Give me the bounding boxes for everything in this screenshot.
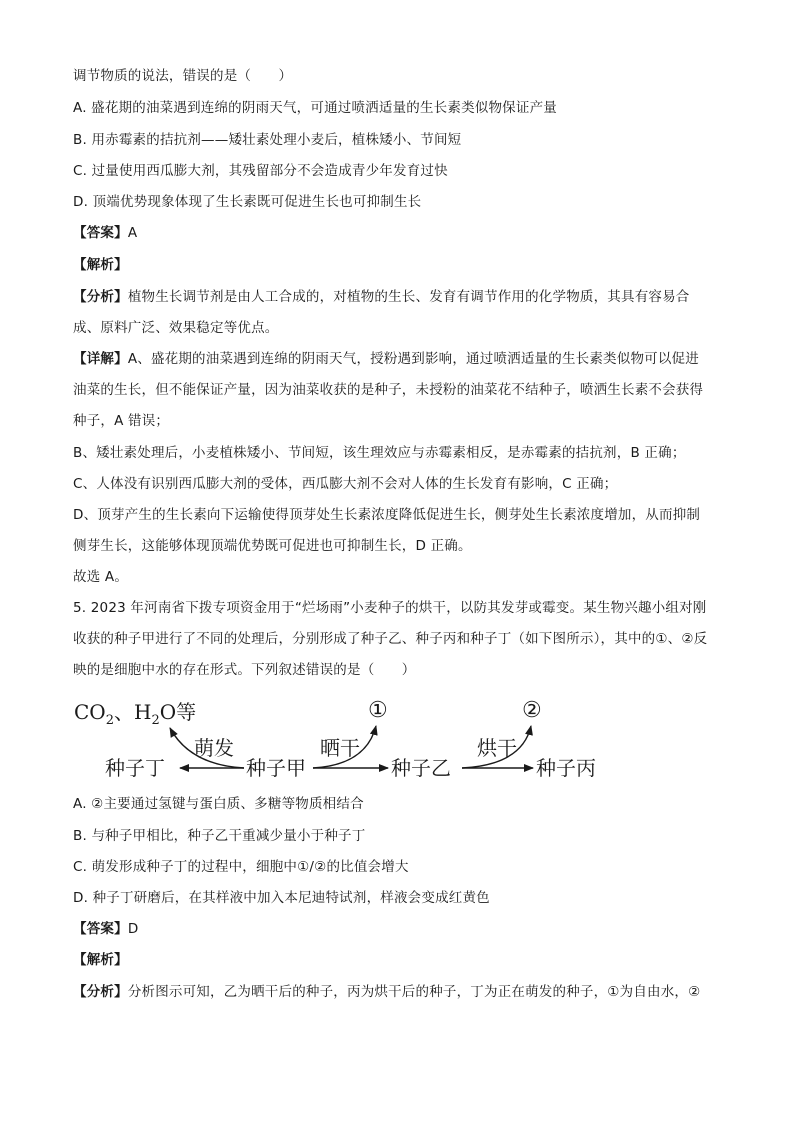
q5-option-a: A. ②主要通过氢键与蛋白质、多糖等物质相结合 xyxy=(73,796,364,812)
sundry-label: 晒干 xyxy=(320,736,360,760)
detail-line-1 xyxy=(73,349,733,369)
option-c: C. 过量使用西瓜膨大剂，其残留部分不会造成青少年发育过快 xyxy=(73,163,448,179)
circle-2-label: ② xyxy=(522,698,542,723)
q5-analysis-title: 【解析】 xyxy=(73,952,128,968)
bake-label: 烘干 xyxy=(477,736,517,760)
seed-yi-label: 种子乙 xyxy=(391,756,451,780)
answer-line xyxy=(73,223,733,243)
circle-1-label: ① xyxy=(368,698,388,723)
fenxi-line-2: 成、原料广泛、效果稳定等优点。 xyxy=(73,320,279,336)
detail-line-2: 油菜的生长，但不能保证产量，因为油菜收获的是种子，未授粉的油菜花不结种子，喷洒生长素不会获得 xyxy=(73,382,704,398)
q5-option-b: B. 与种子甲相比，种子乙干重减少量小于种子丁 xyxy=(73,828,366,844)
detail-line-7: 侧芽生长，这能够体现顶端优势既可促进也可抑制生长，D 正确。 xyxy=(73,538,472,554)
q5-answer-value: D xyxy=(127,921,139,937)
detail-text-1: A、盛花期的油菜遇到连绵的阴雨天气，授粉遇到影响，通过喷洒适量的生长素类似物可以促进 xyxy=(127,351,699,367)
q5-fenxi-text: 分析图示可知，乙为晒干后的种子，丙为烘干后的种子，丁为正在萌发的种子，①为自由水，② xyxy=(127,984,701,1000)
seed-bing-label: 种子丙 xyxy=(536,756,596,780)
analysis-title: 【解析】 xyxy=(73,257,128,273)
co2-h2o-label: $CO_2$、$H_2O$等 xyxy=(74,700,197,728)
question-stem-tail: 调节物质的说法，错误的是（ ） xyxy=(73,68,293,84)
option-d: D. 顶端优势现象体现了生长素既可促进生长也可抑制生长 xyxy=(73,194,422,210)
detail-line-4: B、矮壮素处理后，小麦植株矮小、节间短，该生理效应与赤霉素相反，是赤霉素的拮抗剂，B 正确； xyxy=(73,445,686,461)
seed-jia-label: 种子甲 xyxy=(246,756,306,780)
fenxi-text-1: 植物生长调节剂是由人工合成的，对植物的生长、发育有调节作用的化学物质，其具有容易合 xyxy=(127,289,690,305)
q5-fenxi-tag: 【分析】 xyxy=(73,984,128,1000)
q5-fenxi-line xyxy=(73,982,733,1002)
detail-line-3: 种子，A 错误； xyxy=(73,413,170,429)
fenxi-tag: 【分析】 xyxy=(73,289,128,305)
detail-line-5: C、人体没有识别西瓜膨大剂的受体，西瓜膨大剂不会对人体的生长发育有影响，C 正确； xyxy=(73,476,618,492)
detail-line-6: D、顶芽产生的生长素向下运输使得顶芽处生长素浓度降低促进生长，侧芽处生长素浓度增加，从而抑制 xyxy=(73,507,701,523)
q5-option-c: C. 萌发形成种子丁的过程中，细胞中①/②的比值会增大 xyxy=(73,859,409,875)
answer-value: A xyxy=(127,225,138,241)
q5-option-d: D. 种子丁研磨后，在其样液中加入本尼迪特试剂，样液会变成红黄色 xyxy=(73,890,490,906)
q5-stem-line-1: 5. 2023 年河南省下拨专项资金用于“烂场雨”小麦种子的烘干，以防其发芽或霉变。某生物兴趣小组对刚 xyxy=(73,600,707,616)
seed-ding-label: 种子丁 xyxy=(105,756,165,780)
answer-tag: 【答案】 xyxy=(73,225,128,241)
q5-stem-line-2: 收获的种子甲进行了不同的处理后，分别形成了种子乙、种子丙和种子丁（如下图所示），其中的①、②反 xyxy=(73,631,708,647)
detail-tag: 【详解】 xyxy=(73,351,128,367)
conclusion-line: 故选 A。 xyxy=(73,569,129,585)
q5-answer-line xyxy=(73,919,733,939)
q5-stem-line-3: 映的是细胞中水的存在形式。下列叙述错误的是（ ） xyxy=(73,662,416,678)
seed-process-diagram xyxy=(70,690,630,785)
option-a: A. 盛花期的油菜遇到连绵的阴雨天气，可通过喷洒适量的生长素类似物保证产量 xyxy=(73,100,557,116)
sprout-label: 萌发 xyxy=(194,736,234,760)
q5-answer-tag: 【答案】 xyxy=(73,921,128,937)
option-b: B. 用赤霉素的拮抗剂——矮壮素处理小麦后，植株矮小、节间短 xyxy=(73,132,462,148)
fenxi-line-1 xyxy=(73,287,733,307)
